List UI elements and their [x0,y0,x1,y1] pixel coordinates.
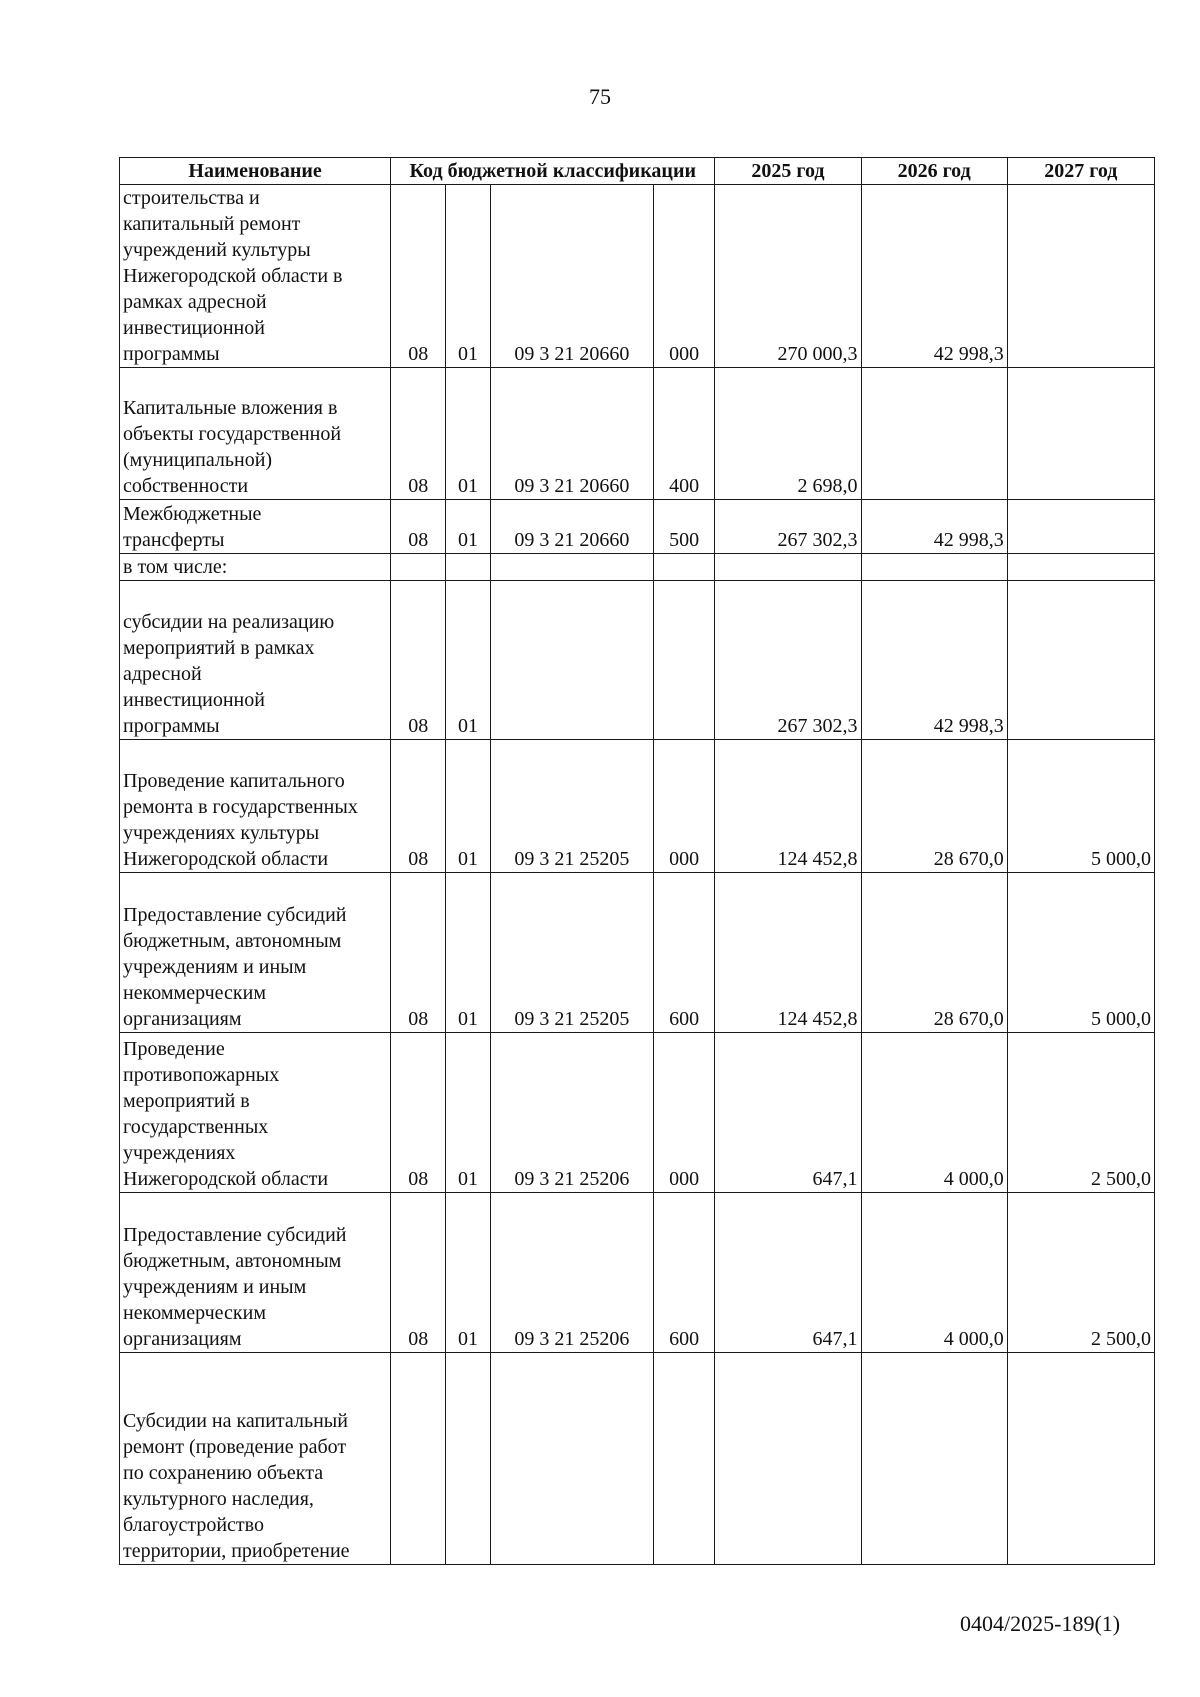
row-rz: 08 [391,368,446,500]
row-pr [446,554,490,581]
row-2025: 647,1 [715,1033,861,1193]
row-2026: 28 670,0 [861,873,1007,1033]
table-row [120,1193,1155,1353]
row-csr [490,581,653,740]
row-2025 [715,1353,861,1565]
table-row [120,740,1155,873]
row-name: Предоставление субсидий бюджетным, автономным учреждениям и иным некоммерческим организациям [120,1193,391,1353]
row-rz: 08 [391,740,446,873]
row-vr: 600 [653,1193,714,1353]
row-2025: 267 302,3 [715,581,861,740]
row-2026 [861,1353,1007,1565]
row-name: субсидии на реализацию мероприятий в рамках адресной инвестиционной программы [120,581,391,740]
row-csr: 09 3 21 25205 [490,873,653,1033]
page-number: 75 [589,84,611,109]
row-name: Проведение противопожарных мероприятий в государственных учреждениях Нижегородской области [120,1033,391,1193]
row-vr: 500 [653,500,714,554]
row-rz [391,554,446,581]
document-code: 0404/2025-189(1) [960,1611,1121,1636]
row-2027 [1007,368,1154,500]
row-2027: 2 500,0 [1007,1033,1154,1193]
row-vr: 400 [653,368,714,500]
row-csr [490,1353,653,1565]
row-rz [391,1353,446,1565]
row-name: Межбюджетные трансферты [120,500,391,554]
row-2025: 124 452,8 [715,873,861,1033]
row-name: Субсидии на капитальный ремонт (проведение работ по сохранению объекта культурного наследия, благоустройство территории, приобретение [120,1353,391,1565]
row-csr: 09 3 21 20660 [490,185,653,368]
row-vr: 000 [653,185,714,368]
row-csr: 09 3 21 25205 [490,740,653,873]
table-row [120,554,1155,581]
row-pr [446,1353,490,1565]
row-2026 [861,368,1007,500]
row-vr: 000 [653,1033,714,1193]
row-2026: 42 998,3 [861,185,1007,368]
row-2025 [715,554,861,581]
row-2026: 42 998,3 [861,500,1007,554]
row-rz: 08 [391,185,446,368]
header-2025: 2025 год [715,158,861,185]
row-2027: 2 500,0 [1007,1193,1154,1353]
table-row [120,873,1155,1033]
row-pr: 01 [446,500,490,554]
row-pr: 01 [446,1033,490,1193]
row-rz: 08 [391,1193,446,1353]
row-2027 [1007,1353,1154,1565]
row-name: Предоставление субсидий бюджетным, автономным учреждениям и иным некоммерческим организациям [120,873,391,1033]
row-2027 [1007,185,1154,368]
row-pr: 01 [446,873,490,1033]
row-rz: 08 [391,581,446,740]
row-2025: 2 698,0 [715,368,861,500]
row-2026: 4 000,0 [861,1033,1007,1193]
budget-table [119,157,1155,1565]
row-pr: 01 [446,740,490,873]
row-pr: 01 [446,368,490,500]
row-csr: 09 3 21 20660 [490,500,653,554]
row-2026 [861,554,1007,581]
row-vr: 000 [653,740,714,873]
row-rz: 08 [391,500,446,554]
row-vr: 600 [653,873,714,1033]
table-row [120,1353,1155,1565]
table-row [120,500,1155,554]
row-2027: 5 000,0 [1007,740,1154,873]
row-pr: 01 [446,1193,490,1353]
table-row [120,581,1155,740]
row-csr [490,554,653,581]
header-code: Код бюджетной классификации [391,158,715,185]
row-2027 [1007,500,1154,554]
row-2027: 5 000,0 [1007,873,1154,1033]
row-2026: 42 998,3 [861,581,1007,740]
row-2026: 28 670,0 [861,740,1007,873]
table-row [120,185,1155,368]
row-pr: 01 [446,185,490,368]
row-2026: 4 000,0 [861,1193,1007,1353]
row-2025: 270 000,3 [715,185,861,368]
row-2025: 647,1 [715,1193,861,1353]
row-name: строительства и капитальный ремонт учреждений культуры Нижегородской области в рамках адресной инвестиционной программы [120,185,391,368]
table-row [120,1033,1155,1193]
row-pr: 01 [446,581,490,740]
row-vr [653,581,714,740]
row-2027 [1007,581,1154,740]
row-vr [653,1353,714,1565]
row-rz: 08 [391,1033,446,1193]
header-2027: 2027 год [1007,158,1154,185]
table-row [120,368,1155,500]
row-name: в том числе: [120,554,391,581]
row-csr: 09 3 21 25206 [490,1193,653,1353]
table-header-row [120,158,1155,185]
row-csr: 09 3 21 25206 [490,1033,653,1193]
row-name: Капитальные вложения в объекты государственной (муниципальной) собственности [120,368,391,500]
row-name: Проведение капитального ремонта в государственных учреждениях культуры Нижегородской области [120,740,391,873]
row-vr [653,554,714,581]
header-name: Наименование [120,158,391,185]
row-2027 [1007,554,1154,581]
header-2026: 2026 год [861,158,1007,185]
row-2025: 267 302,3 [715,500,861,554]
row-2025: 124 452,8 [715,740,861,873]
row-csr: 09 3 21 20660 [490,368,653,500]
row-rz: 08 [391,873,446,1033]
